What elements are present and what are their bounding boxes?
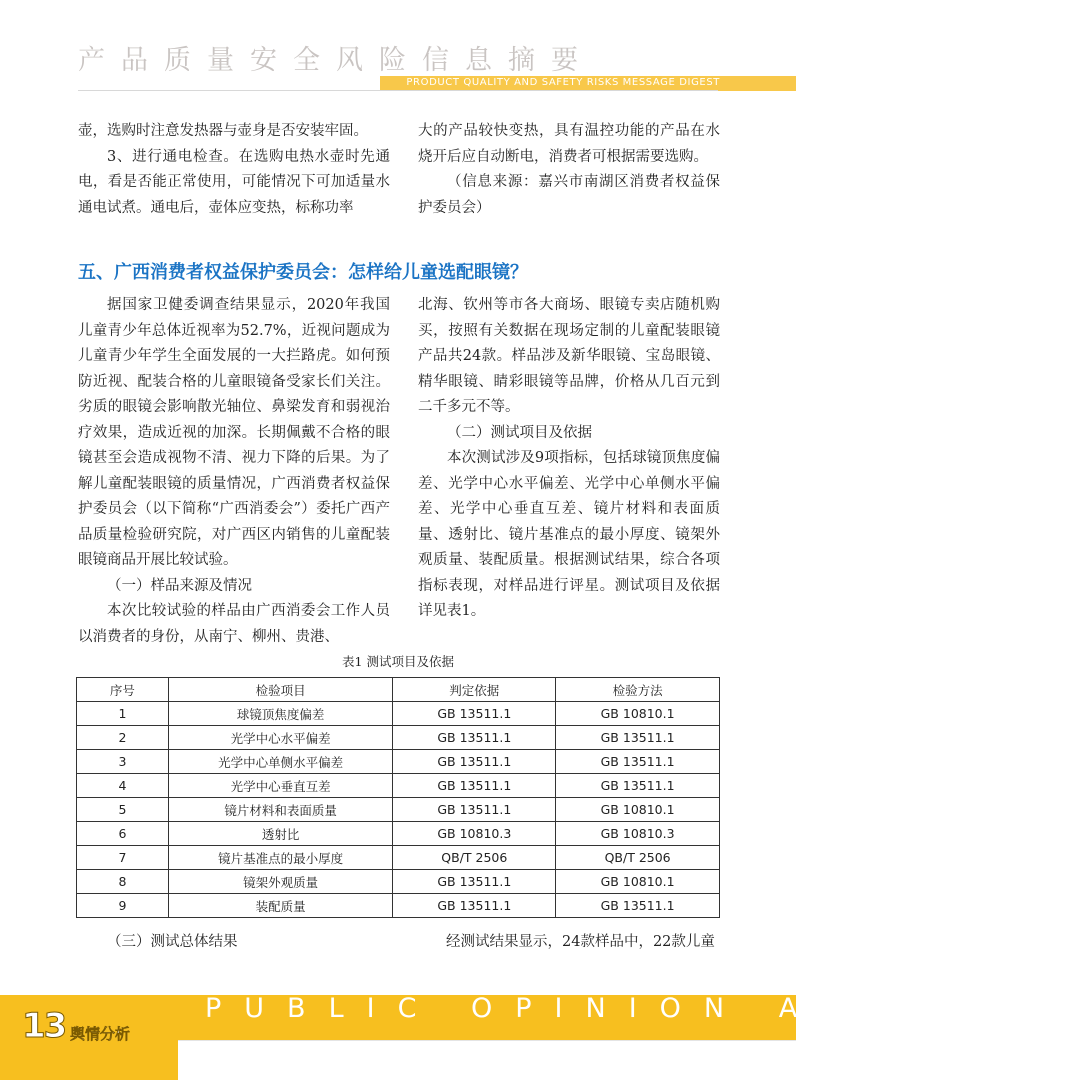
column-header: 序号 [77, 678, 169, 702]
paragraph: 3、进行通电检查。在选购电热水壶时先通电，看是否能正常使用，可能情况下可加适量水通电试煮。通电后，壶体应变热，标称功率 [78, 148, 390, 216]
table-cell: 镜架外观质量 [168, 870, 393, 894]
table-cell: GB 13511.1 [393, 774, 556, 798]
section5-right-column [418, 293, 720, 625]
table-cell: GB 10810.3 [393, 822, 556, 846]
table-cell: 2 [77, 726, 169, 750]
table-row [77, 846, 720, 870]
column-header: 检验项目 [168, 678, 393, 702]
header-title: 产品质量安全风险信息摘要 [78, 45, 594, 76]
table-row [77, 750, 720, 774]
top-right-column [418, 119, 720, 221]
table-cell: QB/T 2506 [556, 846, 720, 870]
paragraph: 经测试结果显示，24款样品中，22款儿童 [446, 934, 715, 950]
column-header: 检验方法 [556, 678, 720, 702]
table-cell: GB 10810.1 [556, 702, 720, 726]
table-cell: 光学中心垂直互差 [168, 774, 393, 798]
table-cell: 7 [77, 846, 169, 870]
table-cell: QB/T 2506 [393, 846, 556, 870]
table-cell: GB 13511.1 [556, 750, 720, 774]
table-cell: 6 [77, 822, 169, 846]
table-cell: GB 13511.1 [556, 894, 720, 918]
table-cell: GB 10810.1 [556, 798, 720, 822]
table-cell: 镜片基准点的最小厚度 [168, 846, 393, 870]
table-cell: 4 [77, 774, 169, 798]
paragraph: 本次比较试验的样品由广西消委会工作人员以消费者的身份，从南宁、柳州、贵港、 [78, 603, 390, 645]
table-row [77, 774, 720, 798]
table-cell: 1 [77, 702, 169, 726]
table-cell: GB 13511.1 [393, 870, 556, 894]
table-cell: 光学中心单侧水平偏差 [168, 750, 393, 774]
table-cell: GB 13511.1 [393, 894, 556, 918]
section-heading: 五、广西消费者权益保护委员会：怎样给儿童选配眼镜？ [78, 262, 528, 283]
table-row [77, 726, 720, 750]
column-header: 判定依据 [393, 678, 556, 702]
table-cell: GB 10810.3 [556, 822, 720, 846]
table-header-row [77, 678, 720, 702]
section5-left-column [78, 293, 390, 650]
paragraph: 本次测试涉及9项指标，包括球镜顶焦度偏差、光学中心水平偏差、光学中心单侧水平偏差、光学中心垂直互差、镜片材料和表面质量、透射比、镜片基准点的最小厚度、镜架外观质量、装配质量。根据测试结果，综合各项指标表现，对样品进行评星。测试项目及依据详见表1。 [418, 450, 720, 619]
paragraph: 大的产品较快变热，具有温控功能的产品在水烧开后应自动断电，消费者可根据需要选购。 [418, 123, 720, 165]
header-subtitle: PRODUCT QUALITY AND SAFETY RISKS MESSAGE DIGEST [406, 77, 720, 88]
footer-section-title: PUBLIC OPINION ANALYSIS [205, 993, 1090, 1024]
table-cell: GB 13511.1 [393, 726, 556, 750]
table-row [77, 870, 720, 894]
test-items-table [76, 677, 720, 918]
table-cell: 光学中心水平偏差 [168, 726, 393, 750]
table-cell: 3 [77, 750, 169, 774]
subheading: （一）样品来源及情况 [107, 577, 252, 594]
table-cell: GB 13511.1 [556, 726, 720, 750]
table-row [77, 894, 720, 918]
table-row [77, 822, 720, 846]
table-caption: 表1 测试项目及依据 [342, 654, 454, 669]
subheading: （二）测试项目及依据 [447, 424, 592, 441]
page-number: 13 [22, 1006, 66, 1046]
table-cell: 8 [77, 870, 169, 894]
table-cell: 装配质量 [168, 894, 393, 918]
table-cell: 透射比 [168, 822, 393, 846]
paragraph: 壶，选购时注意发热器与壶身是否安装牢固。 [78, 123, 368, 139]
table-row [77, 702, 720, 726]
table-cell: 镜片材料和表面质量 [168, 798, 393, 822]
table-cell: 9 [77, 894, 169, 918]
section-label: 舆情分析 [70, 1025, 131, 1043]
paragraph: 据国家卫健委调查结果显示，2020年我国儿童青少年总体近视率为52.7%，近视问题成为儿童青少年学生全面发展的一大拦路虎。如何预防近视、配装合格的儿童眼镜备受家长们关注。劣质的眼镜会影响散光轴位、鼻梁发育和弱视治疗效果，造成近视的加深。长期佩戴不合格的眼镜甚至会造成视物不清、视力下降的后果。为了解儿童配装眼镜的质量情况，广西消费者权益保护委员会（以下简称“广西消委会”）委托广西产品质量检验研究院，对广西区内销售的儿童配装眼镜商品开展比较试验。 [78, 297, 390, 568]
paragraph: 北海、钦州等市各大商场、眼镜专卖店随机购买，按照有关数据在现场定制的儿童配装眼镜产品共24款。样品涉及新华眼镜、宝岛眼镜、精华眼镜、睛彩眼镜等品牌，价格从几百元到二千多元不等。 [418, 297, 720, 415]
source-note: （信息来源：嘉兴市南湖区消费者权益保护委员会） [418, 174, 720, 216]
top-left-column [78, 119, 390, 221]
table-cell: GB 13511.1 [556, 774, 720, 798]
table-cell: GB 13511.1 [393, 702, 556, 726]
table-cell: GB 13511.1 [393, 750, 556, 774]
table-cell: GB 10810.1 [556, 870, 720, 894]
table-cell: 5 [77, 798, 169, 822]
table-cell: GB 13511.1 [393, 798, 556, 822]
header-divider [78, 90, 718, 91]
table-cell: 球镜顶焦度偏差 [168, 702, 393, 726]
subheading: （三）测试总体结果 [107, 934, 238, 950]
table-row [77, 798, 720, 822]
